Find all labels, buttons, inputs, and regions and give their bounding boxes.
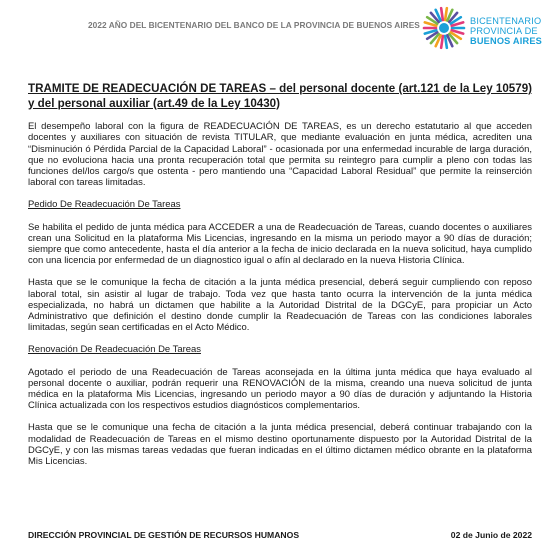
page-header <box>0 0 560 62</box>
section-heading-pedido: Pedido De Readecuación De Tareas <box>28 199 181 211</box>
pedido-paragraph-1: Se habilita el pedido de junta médica para ACCEDER a una de Readecuación de Tareas, cuando docentes o auxiliares crean una Solicitud en la plataforma Mis Licencias, ingresando en la misma un periodo mayor a 90 días de duración; siempre que como antecedente, hasta el día anterior a la fecha de inicio declarada en la nueva solicitud, haya cumplido con una licencia por enfermedad de un diagnostico igual o afín al declarado en la nueva Historia Clínica. <box>28 221 532 267</box>
section-heading-renovacion: Renovación De Readecuación De Tareas <box>28 344 201 356</box>
document-body <box>28 82 532 478</box>
bicentenario-sunburst-logo-icon <box>422 6 466 50</box>
page-footer <box>28 530 532 542</box>
document-title: TRAMITE DE READECUACIÓN DE TAREAS – del personal docente (art.121 de la Ley 10579) y del personal auxiliar (art.49 de la Ley 10430) <box>28 82 532 110</box>
intro-paragraph: El desempeño laboral con la figura de READECUACIÓN DE TAREAS, es un derecho estatutario al que acceden docentes y auxiliares con situación de revista TITULAR, que mediante evaluación en junta médica, acrediten una “Disminución ó Pérdida Parcial de la Capacidad Laboral” - ocasionada por una enfermedad incurable de larga duración, que no evoluciona hacia una pronta recuperación total que permita su reintegro para cumplir a pleno con todas las funciones del/los cargo/s que ostenta - pero mantiendo una “Capacidad Laboral Residual” que permite la reinserción laboral con tareas limitadas. <box>28 121 532 189</box>
footer-department: DIRECCIÓN PROVINCIAL DE GESTIÓN DE RECURSOS HUMANOS <box>28 530 300 540</box>
pedido-paragraph-2: Hasta que se le comunique la fecha de citación a la junta médica presencial, deberá seguir cumpliendo con reposo laboral total, sin asistir al lugar de trabajo. Toda vez que hasta tanto ocurra la intervención de la junta médica especializada, no habrá un dictamen que habilite a la Autoridad Distrital de la DGCyE, para propiciar un Acto Administrativo que definición el destino donde cumplir la Readecuación de Tareas con las condiciones laborales limitadas, según sean certificadas en el Acto Médico. <box>28 277 532 334</box>
renovacion-paragraph-1: Agotado el periodo de una Readecuación de Tareas aconsejada en la última junta médica que haya evaluado al personal docente o auxiliar, podrán requerir una RENOVACIÓN de la misma, creando una nueva solicitud de junta médica en la plataforma Mis Licencias, ingresando un periodo mayor a 90 días de duración y adjuntando la Historia Clínica actualizada con los respectivos estudios diagnósticos complementarios. <box>28 366 532 412</box>
renovacion-paragraph-2: Hasta que se le comunique una fecha de citación a la junta médica presencial, deberá continuar trabajando con la modalidad de Readecuación de Tareas en el mismo destino oportunamente dispuesto por la Autoridad Distrital de la DGCyE, y con las mismas tareas vedadas que fueran indicadas en el último dictamen médico obrante en la plataforma Mis Licencias. <box>28 422 532 468</box>
logo-line-buenos-aires: BUENOS AIRES <box>470 36 542 46</box>
footer-date: 02 de Junio de 2022 <box>450 530 532 540</box>
header-year-text: 2022 AÑO DEL BICENTENARIO DEL BANCO DE LA PROVINCIA DE BUENOS AIRES <box>88 20 420 30</box>
logo-line-bicentenario: BICENTENARIO <box>470 16 542 26</box>
logo-line-provincia: PROVINCIA DE <box>470 26 538 36</box>
bicentenario-logo <box>422 6 554 52</box>
